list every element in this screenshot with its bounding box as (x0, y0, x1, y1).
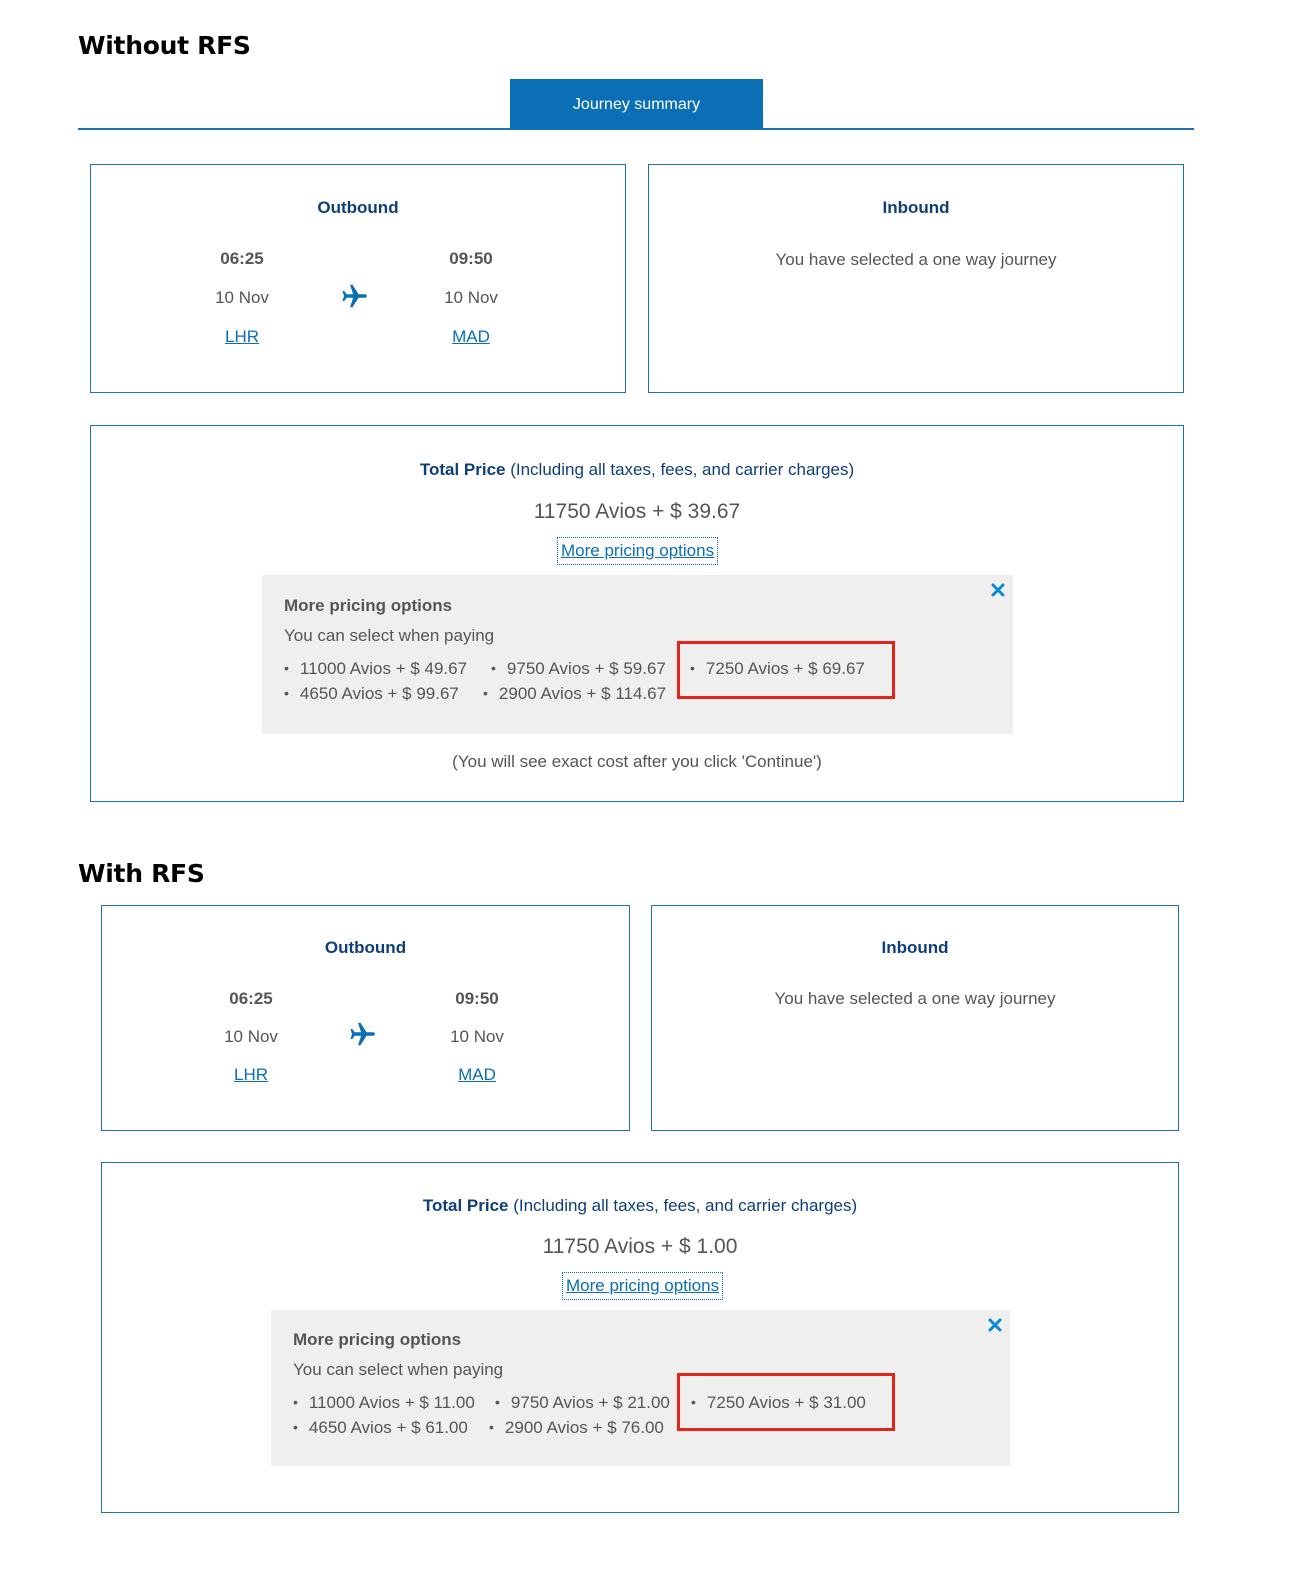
total-price-heading (102, 1196, 1178, 1216)
section-heading-with-rfs: With RFS (78, 859, 205, 888)
pricing-options-panel (262, 575, 1013, 734)
arrival-info (417, 989, 537, 1085)
arrival-info (411, 249, 531, 347)
total-price-value: 11750 Avios + $ 1.00 (542, 1235, 738, 1258)
pricing-option[interactable]: • 11000 Avios + $ 11.00 (293, 1393, 475, 1413)
close-icon[interactable] (987, 1317, 1003, 1333)
tab-journey-summary[interactable]: Journey summary (510, 79, 763, 130)
outbound-title: Outbound (324, 938, 407, 957)
pricing-option[interactable]: • 4650 Avios + $ 99.67 (284, 684, 459, 704)
inbound-message: You have selected a one way journey (775, 250, 1057, 269)
pricing-option[interactable]: • 9750 Avios + $ 59.67 (491, 659, 666, 679)
inbound-title: Inbound (881, 938, 949, 957)
departure-info (182, 249, 302, 347)
section-heading-without-rfs: Without RFS (78, 31, 251, 60)
pricing-footnote: (You will see exact cost after you click 'Continue') (452, 752, 822, 771)
total-price-card (101, 1162, 1179, 1513)
close-icon[interactable] (990, 582, 1006, 598)
inbound-card (648, 164, 1184, 393)
departure-info (191, 989, 311, 1085)
pricing-option[interactable]: • 2900 Avios + $ 76.00 (489, 1418, 664, 1438)
more-pricing-options-link[interactable]: More pricing options (562, 1272, 723, 1300)
airplane-icon (340, 281, 370, 311)
total-price-card (90, 425, 1184, 802)
pricing-option[interactable]: • 2900 Avios + $ 114.67 (483, 684, 666, 704)
pricing-option[interactable]: • 9750 Avios + $ 21.00 (495, 1393, 670, 1413)
outbound-card (90, 164, 626, 393)
total-price-label: Total Price (422, 1196, 509, 1215)
departure-date: 10 Nov (215, 288, 269, 307)
arrival-time: 09:50 (455, 989, 499, 1008)
total-price-sublabel: (Including all taxes, fees, and carrier charges) (508, 1196, 858, 1215)
pricing-panel-title: More pricing options (293, 1330, 462, 1349)
outbound-title: Outbound (317, 198, 399, 217)
inbound-title: Inbound (882, 198, 950, 217)
arrival-time: 09:50 (449, 249, 493, 268)
arrival-date: 10 Nov (450, 1027, 504, 1046)
pricing-panel-title: More pricing options (284, 596, 453, 615)
arrival-airport-link[interactable]: MAD (458, 1065, 496, 1084)
pricing-option[interactable]: • 7250 Avios + $ 69.67 (690, 659, 865, 679)
pricing-option[interactable]: • 7250 Avios + $ 31.00 (691, 1393, 866, 1413)
inbound-message: You have selected a one way journey (774, 989, 1056, 1008)
total-price-value: 11750 Avios + $ 39.67 (533, 500, 741, 523)
arrival-airport-link[interactable]: MAD (452, 327, 490, 346)
total-price-label: Total Price (419, 460, 506, 479)
pricing-option[interactable]: • 11000 Avios + $ 49.67 (284, 659, 467, 679)
arrival-date: 10 Nov (444, 288, 498, 307)
departure-time: 06:25 (220, 249, 264, 268)
inbound-card (651, 905, 1179, 1131)
pricing-panel-subtitle: You can select when paying (284, 626, 495, 645)
total-price-sublabel: (Including all taxes, fees, and carrier charges) (505, 460, 855, 479)
pricing-panel-subtitle: You can select when paying (293, 1360, 504, 1379)
highlight-box (677, 641, 895, 699)
departure-date: 10 Nov (224, 1027, 278, 1046)
pricing-options-panel (271, 1310, 1010, 1466)
highlight-box (677, 1373, 895, 1431)
departure-airport-link[interactable]: LHR (233, 1065, 268, 1084)
departure-airport-link[interactable]: LHR (224, 327, 259, 346)
pricing-option[interactable]: • 4650 Avios + $ 61.00 (293, 1418, 468, 1438)
airplane-icon (348, 1019, 378, 1049)
total-price-heading (91, 460, 1183, 480)
outbound-card (101, 905, 630, 1131)
more-pricing-options-link[interactable]: More pricing options (557, 537, 718, 565)
departure-time: 06:25 (229, 989, 273, 1008)
